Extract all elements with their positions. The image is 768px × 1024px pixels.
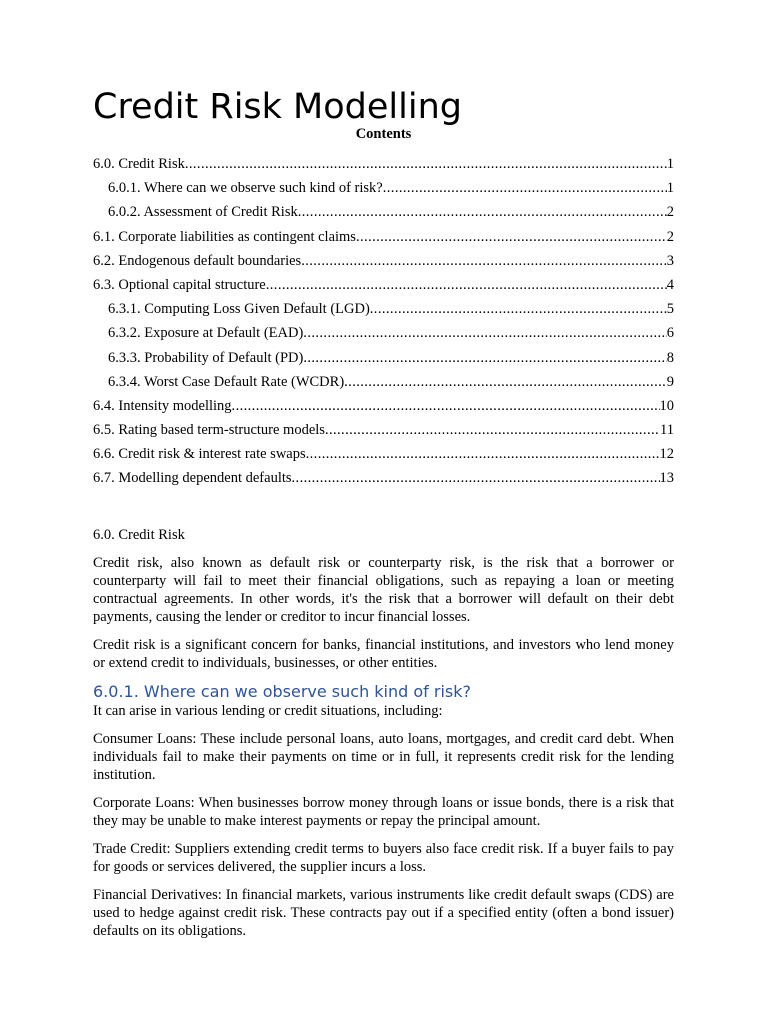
toc-leader-dots — [303, 349, 666, 367]
toc-entry-label: 6.4. Intensity modelling — [93, 397, 232, 414]
toc-leader-dots — [383, 179, 667, 197]
toc-entry-6-0-1[interactable] — [93, 179, 674, 203]
toc-entry-label: 6.5. Rating based term-structure models — [93, 422, 325, 439]
body-paragraph: Consumer Loans: These include personal loans, auto loans, mortgages, and credit card debt. When individuals fail to make their payments on time or in full, it represents credit risk for the lending institution. — [93, 730, 674, 783]
toc-entry-page: 2 — [666, 228, 674, 245]
toc-entry-page: 13 — [659, 470, 674, 487]
toc-entry-page: 4 — [666, 276, 674, 293]
toc-entry-page: 8 — [666, 349, 674, 366]
toc-leader-dots — [370, 300, 667, 318]
subsection-heading: 6.0.1. Where can we observe such kind of risk? — [93, 681, 472, 701]
toc-entry-page: 1 — [666, 156, 674, 172]
toc-entry-label: 6.0.1. Where can we observe such kind of risk? — [108, 180, 383, 197]
toc-entry-6-6[interactable] — [93, 445, 674, 469]
toc-entry-page: 6 — [666, 325, 674, 342]
toc-entry-6-4[interactable] — [93, 397, 674, 421]
body-paragraph: Financial Derivatives: In financial markets, various instruments like credit default swaps (CDS) are used to hedge against credit risk. These contracts pay out if a specified entity (often a bond issuer) defaults on its obligations. — [93, 886, 674, 939]
toc-entry-6-3-3[interactable] — [93, 349, 674, 373]
toc-entry-page: 5 — [666, 301, 674, 318]
body-paragraph: It can arise in various lending or credit situations, including: — [93, 702, 443, 719]
toc-entry-6-3-2[interactable] — [93, 324, 674, 348]
toc-leader-dots — [301, 252, 667, 270]
toc-leader-dots — [292, 469, 660, 487]
toc-entry-6-1[interactable] — [93, 228, 674, 252]
toc-entry-label: 6.3. Optional capital structure — [93, 276, 266, 293]
body-paragraph: Trade Credit: Suppliers extending credit terms to buyers also face credit risk. If a buyer fails to pay for goods or services delivered, the supplier incurs a loss. — [93, 840, 674, 875]
toc-entry-label: 6.6. Credit risk & interest rate swaps — [93, 446, 306, 463]
toc-entry-page: 1 — [666, 180, 674, 197]
section-title: 6.0. Credit Risk — [93, 526, 185, 543]
toc-entry-page: 2 — [666, 204, 674, 221]
toc-entry-label: 6.3.2. Exposure at Default (EAD) — [108, 325, 304, 342]
document-page — [93, 86, 674, 950]
toc-entry-label: 6.2. Endogenous default boundaries — [93, 252, 302, 269]
toc-entry-6-0[interactable] — [93, 155, 674, 179]
toc-entry-6-7[interactable] — [93, 469, 674, 493]
toc-entry-6-3[interactable] — [93, 276, 674, 300]
toc-entry-page: 10 — [659, 397, 674, 414]
toc-entry-page: 3 — [666, 252, 674, 269]
toc-leader-dots — [344, 373, 667, 391]
toc-leader-dots — [232, 397, 660, 415]
body-paragraph: Credit risk, also known as default risk or counterparty risk, is the risk that a borrower or counterparty will fail to meet their financial obligations, such as repaying a loan or meeting contractual agreements. In other words, it's the risk that a borrower will default on their debt payments, causing the lender or creditor to incur financial losses. — [93, 554, 674, 625]
toc-leader-dots — [185, 155, 667, 173]
toc-entry-6-3-4[interactable] — [93, 373, 674, 397]
toc-entry-label: 6.0.2. Assessment of Credit Risk — [108, 204, 298, 221]
toc-leader-dots — [325, 421, 660, 439]
toc-entry-label: 6.3.4. Worst Case Default Rate (WCDR) — [108, 373, 345, 390]
toc-leader-dots — [306, 445, 660, 463]
document-title: Credit Risk Modelling — [93, 87, 462, 127]
toc-entry-page: 9 — [666, 373, 674, 390]
toc-leader-dots — [298, 203, 667, 221]
toc-entry-label: 6.0. Credit Risk — [93, 156, 185, 172]
toc-entry-6-2[interactable] — [93, 252, 674, 276]
toc-leader-dots — [356, 228, 667, 246]
toc-entry-label: 6.3.1. Computing Loss Given Default (LGD) — [108, 301, 370, 318]
toc-entry-page: 11 — [660, 422, 674, 439]
toc-entry-6-5[interactable] — [93, 421, 674, 445]
body-paragraph: Corporate Loans: When businesses borrow money through loans or issue bonds, there is a risk that they may be unable to make interest payments or repay the principal amount. — [93, 794, 674, 829]
toc-entry-6-0-2[interactable] — [93, 203, 674, 227]
toc-leader-dots — [303, 324, 666, 342]
toc-leader-dots — [266, 276, 667, 294]
table-of-contents — [93, 155, 674, 494]
toc-entry-label: 6.1. Corporate liabilities as contingent claims — [93, 228, 356, 245]
toc-heading: Contents — [355, 126, 412, 142]
toc-entry-label: 6.3.3. Probability of Default (PD) — [108, 349, 304, 366]
toc-entry-label: 6.7. Modelling dependent defaults — [93, 470, 292, 487]
toc-entry-page: 12 — [659, 446, 674, 463]
toc-entry-6-3-1[interactable] — [93, 300, 674, 324]
body-paragraph: Credit risk is a significant concern for banks, financial institutions, and investors who lend money or extend credit to individuals, businesses, or other entities. — [93, 636, 674, 671]
